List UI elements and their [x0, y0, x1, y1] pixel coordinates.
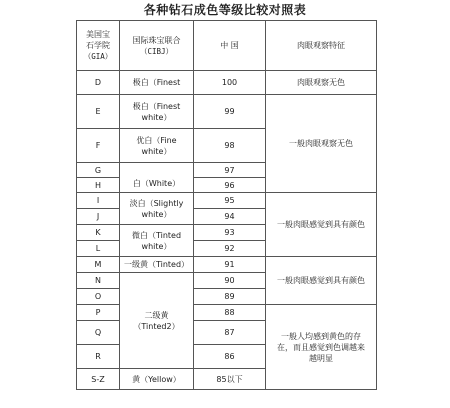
table-row — [77, 257, 377, 273]
gia-grade: Q — [77, 321, 120, 345]
china-grade: 85以下 — [194, 369, 266, 390]
cibj-grade: 淡白（Slightly white） — [120, 193, 194, 225]
table-row — [77, 193, 377, 209]
cibj-grade: 一级黄（Tinted） — [120, 257, 194, 273]
feature-cell: 一般肉眼观察无色 — [266, 95, 377, 193]
table-row — [77, 71, 377, 95]
cibj-grade: 优白（Fine white） — [120, 129, 194, 163]
gia-grade: R — [77, 345, 120, 369]
gia-grade: E — [77, 95, 120, 129]
cibj-grade: 极白（Finest white） — [120, 95, 194, 129]
china-grade: 98 — [194, 129, 266, 163]
gia-grade: O — [77, 289, 120, 305]
china-grade: 99 — [194, 95, 266, 129]
gia-grade: P — [77, 305, 120, 321]
header-cibj: 国际珠宝联合 （CIBJ） — [120, 21, 194, 71]
cibj-grade: 白（White） — [120, 163, 194, 193]
gia-grade: I — [77, 193, 120, 209]
cibj-grade: 二级黄 （Tinted2） — [120, 273, 194, 369]
gia-grade: K — [77, 225, 120, 241]
gia-grade: J — [77, 209, 120, 225]
china-grade: 95 — [194, 193, 266, 209]
cibj-grade: 黄（Yellow） — [120, 369, 194, 390]
china-grade: 87 — [194, 321, 266, 345]
gia-grade: N — [77, 273, 120, 289]
header-feature: 肉眼观察特征 — [266, 21, 377, 71]
feature-cell: 一般人均感到黄色的存 在，而且感觉到色调越来 越明显 — [266, 305, 377, 390]
gia-grade: D — [77, 71, 120, 95]
china-grade: 91 — [194, 257, 266, 273]
gia-grade: H — [77, 178, 120, 193]
china-grade: 100 — [194, 71, 266, 95]
feature-cell: 肉眼观察无色 — [266, 71, 377, 95]
china-grade: 92 — [194, 241, 266, 257]
gia-grade: F — [77, 129, 120, 163]
china-grade: 96 — [194, 178, 266, 193]
feature-cell: 一般肉眼感觉到具有颜色 — [266, 193, 377, 257]
china-grade: 93 — [194, 225, 266, 241]
gia-grade: L — [77, 241, 120, 257]
china-grade: 88 — [194, 305, 266, 321]
feature-cell: 一般肉眼感觉到具有颜色 — [266, 257, 377, 305]
header-row — [77, 21, 377, 71]
table-title: 各种钻石成色等级比较对照表 — [143, 3, 307, 17]
china-grade: 94 — [194, 209, 266, 225]
gia-grade: S-Z — [77, 369, 120, 390]
cibj-grade: 微白（Tinted white） — [120, 225, 194, 257]
gia-grade: G — [77, 163, 120, 178]
china-grade: 86 — [194, 345, 266, 369]
china-grade: 89 — [194, 289, 266, 305]
color-grade-comparison-table — [76, 20, 377, 390]
table-row — [77, 95, 377, 129]
header-china: 中 国 — [194, 21, 266, 71]
cibj-grade: 极白（Finest — [120, 71, 194, 95]
gia-grade: M — [77, 257, 120, 273]
china-grade: 97 — [194, 163, 266, 178]
header-gia: 美国宝 石学院 （GIA） — [77, 21, 120, 71]
china-grade: 90 — [194, 273, 266, 289]
